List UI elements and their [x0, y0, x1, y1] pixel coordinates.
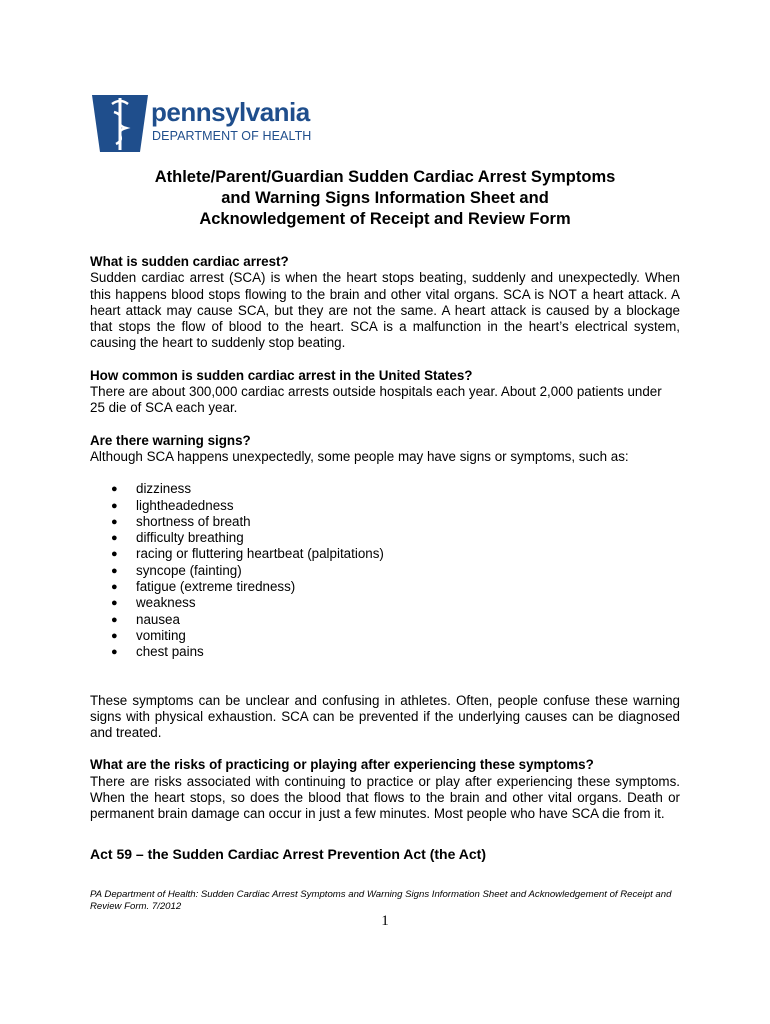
list-item: ● racing or fluttering heartbeat (palpitations) — [111, 546, 384, 562]
document-title — [60, 167, 710, 230]
paragraph-what-is-sca: Sudden cardiac arrest (SCA) is when the heart stops beating, suddenly and unexpectedly. When this happens blood stops flowing to the brain and other vital organs. SCA is NOT a heart attack. A heart attack may cause SCA, but they are not the same. A heart attack is caused by a blockage that stops the flow of blood to the heart. SCA is a malfunction in the heart’s electrical system, causing the heart to suddenly stop beating. — [90, 270, 680, 351]
bullet-icon: ● — [111, 564, 118, 577]
bullet-icon: ● — [111, 532, 118, 545]
list-item: ● lightheadedness — [111, 497, 234, 513]
bullet-icon: ● — [111, 613, 118, 626]
paragraph-risks: There are risks associated with continuing to practice or play after experiencing these symptoms. When the heart stops, so does the blood that flows to the brain and other vital organs. Death or permanent brain damage can occur in just a few minutes. Most people who have SCA die from it. — [90, 773, 680, 822]
keystone-caduceus-icon — [90, 92, 150, 154]
list-item: ● syncope (fainting) — [111, 562, 242, 578]
document-body — [90, 254, 680, 862]
list-item: ● chest pains — [111, 644, 204, 660]
paragraph-how-common: There are about 300,000 cardiac arrests outside hospitals each year. About 2,000 patients under 25 die of SCA each year. — [90, 384, 662, 416]
heading-act-59: Act 59 – the Sudden Cardiac Arrest Prevention Act (the Act) — [90, 845, 486, 862]
bullet-icon: ● — [111, 581, 118, 594]
bullet-icon: ● — [111, 646, 118, 659]
title-line-3: Acknowledgement of Receipt and Review Form — [199, 210, 571, 228]
bullet-icon: ● — [111, 597, 118, 610]
pa-health-logo — [90, 92, 330, 154]
bullet-icon: ● — [111, 629, 118, 642]
title-line-2: and Warning Signs Information Sheet and — [221, 189, 549, 207]
paragraph-warning-intro: Although SCA happens unexpectedly, some people may have signs or symptoms, such as: — [90, 448, 629, 464]
list-item: ● nausea — [111, 611, 180, 627]
bullet-icon: ● — [111, 515, 118, 528]
heading-how-common: How common is sudden cardiac arrest in the United States? — [90, 367, 473, 383]
heading-warning-signs: Are there warning signs? — [90, 432, 251, 448]
heading-risks: What are the risks of practicing or playing after experiencing these symptoms? — [90, 757, 594, 773]
logo-wordmark: pennsylvania — [151, 97, 310, 127]
list-item: ● difficulty breathing — [111, 530, 244, 546]
bullet-icon: ● — [111, 499, 118, 512]
list-item: ● vomiting — [111, 627, 186, 643]
paragraph-symptoms-unclear: These symptoms can be unclear and confusing in athletes. Often, people confuse these warning signs with physical exhaustion. SCA can be prevented if the underlying causes can be diagnosed and treated. — [90, 692, 680, 741]
heading-what-is-sca: What is sudden cardiac arrest? — [90, 254, 289, 269]
page-number: 1 — [381, 913, 389, 929]
list-item: ● shortness of breath — [111, 513, 251, 529]
bullet-icon: ● — [111, 548, 118, 561]
title-line-1: Athlete/Parent/Guardian Sudden Cardiac Arrest Symptoms — [154, 168, 616, 186]
list-item: ● dizziness — [111, 481, 192, 497]
logo-subtitle: DEPARTMENT OF HEALTH — [152, 129, 312, 143]
list-item: ● weakness — [111, 595, 196, 611]
list-item: ● fatigue (extreme tiredness) — [111, 579, 296, 595]
bullet-icon: ● — [111, 483, 118, 496]
warning-signs-list — [90, 481, 680, 660]
page-footer: PA Department of Health: Sudden Cardiac Arrest Symptoms and Warning Signs Information Sheet and Acknowledgement of Receipt and Review Form. 7/2012 — [90, 889, 672, 912]
